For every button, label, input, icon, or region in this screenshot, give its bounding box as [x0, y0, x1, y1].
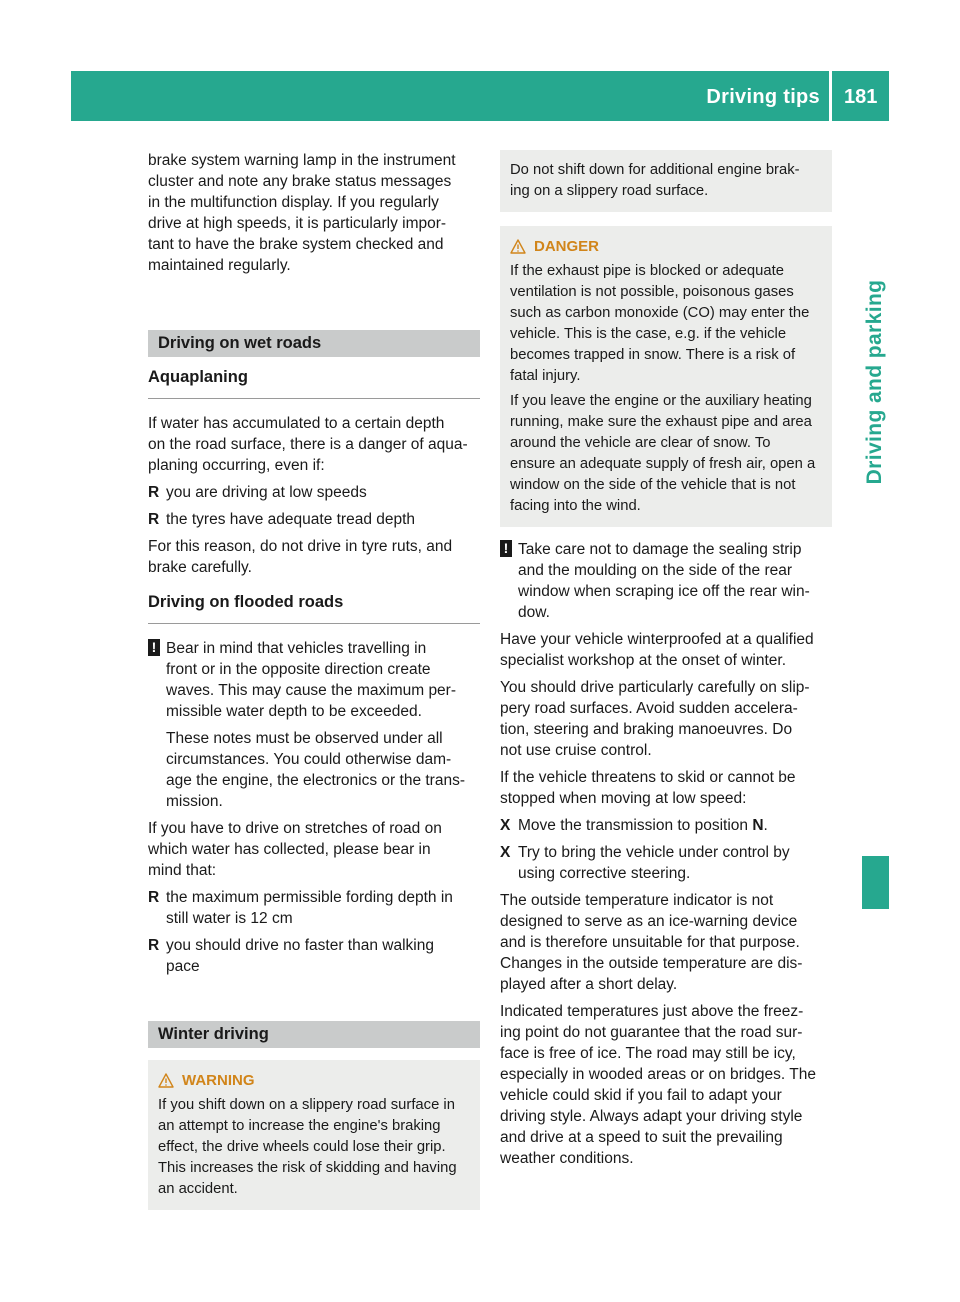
- text-line: front or in the opposite direction create: [166, 661, 431, 678]
- exclamation-icon: !: [500, 540, 512, 557]
- right-column: [500, 150, 832, 1175]
- warning-box-header: [158, 1070, 472, 1091]
- text-line: age the engine, the electronics or the trans-: [166, 772, 465, 789]
- text-line: Take care not to damage the sealing strip: [518, 541, 802, 558]
- danger-label: DANGER: [534, 238, 600, 255]
- text-line: These notes must be observed under all: [166, 730, 443, 747]
- shift-down-box: [500, 150, 832, 212]
- text-line: drive at high speeds, it is particularly impor-: [148, 215, 447, 232]
- text-line: around the vehicle are clear of snow. To: [510, 435, 771, 451]
- list-item: [148, 887, 480, 929]
- bullet-icon: R: [148, 889, 160, 906]
- text-line: not use cruise control.: [500, 742, 652, 759]
- text-line: which water has collected, please bear in: [148, 841, 431, 858]
- text-line: such as carbon monoxide (CO) may enter the: [510, 305, 810, 321]
- step-item: [500, 815, 832, 836]
- danger-text: [510, 261, 824, 387]
- list-item: [148, 509, 480, 530]
- aquaplaning-after-paragraph: [148, 536, 480, 578]
- subheading-aquaplaning: Aquaplaning: [148, 367, 480, 399]
- list-item-text: the maximum permissible fording depth in: [166, 889, 453, 906]
- text-line: Do not shift down for additional engine brak-: [510, 162, 800, 178]
- text-line: pery road surfaces. Avoid sudden accelera-: [500, 700, 798, 717]
- exclamation-icon: !: [148, 639, 160, 656]
- text-line: and is therefore unsuitable for that purpose.: [500, 934, 800, 951]
- danger-text: [510, 391, 824, 517]
- section-heading-wet-roads: Driving on wet roads: [148, 330, 480, 357]
- text-line: running, make sure the exhaust pipe and area: [510, 414, 812, 430]
- list-item-text: the tyres have adequate tread depth: [166, 511, 416, 528]
- text-line: effect, the drive wheels could lose their grip.: [158, 1139, 446, 1155]
- temperature-paragraph: [500, 890, 832, 995]
- page-number: 181: [844, 86, 878, 108]
- list-item-text: you are driving at low speeds: [166, 484, 367, 501]
- text-line: cluster and note any brake status messages: [148, 173, 452, 190]
- list-item: [148, 935, 480, 977]
- text-line: If you shift down on a slippery road surface in: [158, 1097, 455, 1113]
- text-line: maintained regularly.: [148, 257, 291, 274]
- careful-paragraph: [500, 677, 832, 761]
- warning-label: WARNING: [182, 1072, 255, 1089]
- warning-text: [158, 1095, 472, 1200]
- step-text: .: [763, 817, 768, 834]
- skid-paragraph: [500, 767, 832, 809]
- text-line: ing on a slippery road surface.: [510, 183, 709, 199]
- step-text: Move the transmission to position: [518, 817, 753, 834]
- text-line: window when scraping ice off the rear win-: [518, 583, 810, 600]
- aquaplaning-paragraph: [148, 413, 480, 476]
- text-line: in the multifunction display. If you regularly: [148, 194, 439, 211]
- text-line: Bear in mind that vehicles travelling in: [166, 640, 427, 657]
- step-text: using corrective steering.: [518, 865, 691, 882]
- text-line: The outside temperature indicator is not: [500, 892, 774, 909]
- text-line: If water has accumulated to a certain depth: [148, 415, 445, 432]
- text-line: circumstances. You could otherwise dam-: [166, 751, 452, 768]
- text-line: mind that:: [148, 862, 217, 879]
- text-line: driving style. Always adapt your driving style: [500, 1108, 803, 1125]
- section-heading-winter: Winter driving: [148, 1021, 480, 1048]
- text-line: waves. This may cause the maximum per-: [166, 682, 457, 699]
- step-arrow-icon: X: [500, 844, 511, 861]
- step-item: [500, 842, 832, 884]
- freezing-paragraph: [500, 1001, 832, 1169]
- note-paragraph: [166, 638, 480, 722]
- text-line: ing point do not guarantee that the road sur-: [500, 1024, 803, 1041]
- text-line: For this reason, do not drive in tyre ruts, and: [148, 538, 453, 555]
- warning-triangle-icon: [158, 1073, 174, 1088]
- text-line: If the exhaust pipe is blocked or adequate: [510, 263, 784, 279]
- text-line: Have your vehicle winterproofed at a qualified: [500, 631, 814, 648]
- list-item-text: you should drive no faster than walking: [166, 937, 434, 954]
- text-line: weather conditions.: [500, 1150, 634, 1167]
- subheading-flooded-roads: Driving on flooded roads: [148, 592, 480, 624]
- shift-down-text: [510, 160, 824, 202]
- text-line: face is free of ice. The road may still be icy,: [500, 1045, 796, 1062]
- text-line: window on the side of the vehicle that is not: [510, 477, 796, 493]
- text-line: and the moulding on the side of the rear: [518, 562, 793, 579]
- intro-paragraph: [148, 150, 480, 276]
- text-line: fatal injury.: [510, 368, 581, 384]
- warning-box: [148, 1060, 480, 1210]
- note-paragraph: [518, 539, 832, 623]
- text-line: brake system warning lamp in the instrument: [148, 152, 456, 169]
- list-item-text: pace: [166, 958, 200, 975]
- side-tab-marker: [862, 856, 889, 909]
- header-title: Driving tips: [706, 86, 820, 108]
- warning-triangle-icon: [510, 239, 526, 254]
- text-line: Changes in the outside temperature are dis-: [500, 955, 803, 972]
- text-line: played after a short delay.: [500, 976, 678, 993]
- text-line: mission.: [166, 793, 223, 810]
- text-line: facing into the wind.: [510, 498, 641, 514]
- text-line: missible water depth to be exceeded.: [166, 703, 422, 720]
- text-line: on the road surface, there is a danger of aqua-: [148, 436, 468, 453]
- text-line: If you have to drive on stretches of road on: [148, 820, 442, 837]
- winterproof-paragraph: [500, 629, 832, 671]
- text-line: If the vehicle threatens to skid or cannot be: [500, 769, 796, 786]
- text-line: an accident.: [158, 1181, 238, 1197]
- text-line: This increases the risk of skidding and having: [158, 1160, 457, 1176]
- text-line: becomes trapped in snow. There is a risk of: [510, 347, 796, 363]
- text-line: vehicle. This is the case, e.g. if the vehicle: [510, 326, 787, 342]
- text-line: You should drive particularly carefully on slip-: [500, 679, 810, 696]
- text-line: tant to have the brake system checked and: [148, 236, 444, 253]
- bullet-icon: R: [148, 511, 160, 528]
- danger-box: [500, 226, 832, 527]
- caution-note: [148, 638, 480, 812]
- flooded-paragraph: [148, 818, 480, 881]
- text-line: ensure an adequate supply of fresh air, open a: [510, 456, 816, 472]
- header-divider: [829, 71, 832, 121]
- text-line: planing occurring, even if:: [148, 457, 325, 474]
- text-line: If you leave the engine or the auxiliary heating: [510, 393, 812, 409]
- note-paragraph: [166, 728, 480, 812]
- text-line: dow.: [518, 604, 550, 621]
- bullet-icon: R: [148, 937, 160, 954]
- text-line: vehicle could skid if you fail to adapt your: [500, 1087, 782, 1104]
- text-line: an attempt to increase the engine's braking: [158, 1118, 441, 1134]
- side-tab-label: Driving and parking: [863, 279, 886, 485]
- bullet-icon: R: [148, 484, 160, 501]
- text-line: ventilation is not possible, poisonous gases: [510, 284, 794, 300]
- step-arrow-icon: X: [500, 817, 511, 834]
- text-line: Indicated temperatures just above the freez-: [500, 1003, 804, 1020]
- caution-note: [500, 539, 832, 623]
- list-item: [148, 482, 480, 503]
- list-item-text: still water is 12 cm: [166, 910, 293, 927]
- text-line: designed to serve as an ice-warning device: [500, 913, 798, 930]
- danger-box-header: [510, 236, 824, 257]
- gear-position-n: N: [752, 817, 764, 834]
- step-text: Try to bring the vehicle under control by: [518, 844, 790, 861]
- left-column: [148, 150, 480, 1210]
- text-line: specialist workshop at the onset of winter.: [500, 652, 787, 669]
- text-line: and drive at a speed to suit the prevailing: [500, 1129, 783, 1146]
- text-line: especially in wooded areas or on bridges. The: [500, 1066, 816, 1083]
- side-tab: [862, 121, 889, 856]
- text-line: tion, steering and braking manoeuvres. Do: [500, 721, 793, 738]
- text-line: brake carefully.: [148, 559, 252, 576]
- text-line: stopped when moving at low speed:: [500, 790, 747, 807]
